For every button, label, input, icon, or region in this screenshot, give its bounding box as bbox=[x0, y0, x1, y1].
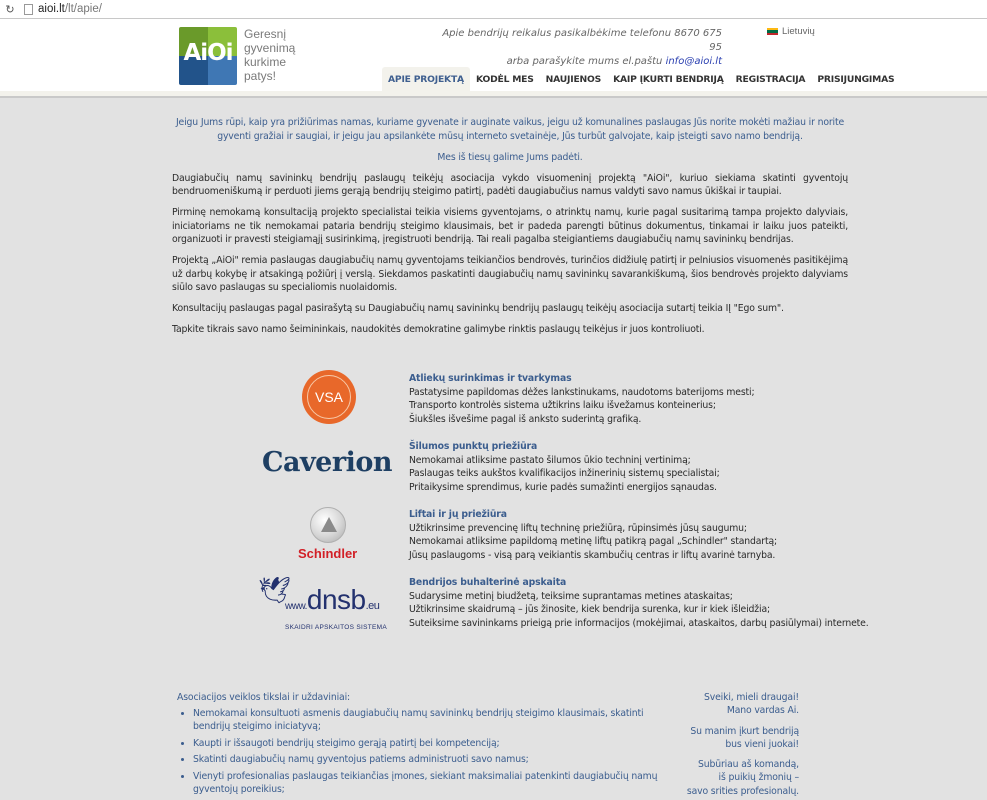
schindler-logo-text: Schindler bbox=[298, 546, 358, 561]
caverion-logo-text: Caverion bbox=[262, 447, 392, 478]
url-host: aioi.lt bbox=[38, 3, 65, 15]
paragraph: Pirminę nemokamą konsultaciją projekto specialistai teikia visiems gyventojams, o atrinktų namų, kurie pagal susitarimą tampa projekto dalyviais, iniciatoriams ne tik nemokamai pataria bendrijų steigimo klausimais, bet ir padeda parengti būtinus dokumentus, tinkamai ir laiku juos pateikti, organizuoti ir pravesti steigiamąjį susirinkimą, įregistruoti bendriją. Tai reali pagalba steigiantiems daugiabučių namų savininkų bendrijas. bbox=[172, 207, 848, 245]
url-path: /lt/apie/ bbox=[64, 3, 102, 15]
intro-text: Jeigu Jums rūpi, kaip yra prižiūrimas namas, kuriame gyvenate ir auginate vaikus, jeigu už komunalines paslaugas Jūs norite mokėti mažiau ir norite gyventi gražiai ir saugiai, ir jeigu jau apsilankėte mūsų interneto svetainėje, Jūs turbūt galvojate, kaip įsteigti savo namo bendriją. bbox=[175, 117, 845, 142]
service-title: Bendrijos buhalterinė apskaita bbox=[409, 577, 567, 588]
dnsb-logo[interactable] bbox=[255, 572, 400, 632]
nav-naujienos[interactable]: NAUJIENOS bbox=[545, 73, 602, 85]
service-line: Užtikrinsime prevencinę liftų techninę priežiūrą, rūpinsimės jūsų saugumu; bbox=[409, 522, 747, 534]
service-line: Užtikrinsime skaidrumą – jūs žinosite, kiek bendrija surenka, kur ir kiek išleidžia; bbox=[409, 604, 770, 615]
service-line: Suteiksime savininkams prieigą prie informacijos (mokėjimai, ataskaitos, darbų pasiūlymai) internete. bbox=[409, 617, 869, 629]
service-line: Pastatysime papildomas dėžes lankstinukams, naudotoms baterijoms mesti; bbox=[409, 386, 755, 398]
service-line: Sudarysime metinį biudžetą, teiksime suprantamas metines ataskaitas; bbox=[409, 590, 733, 602]
lithuania-flag-icon bbox=[767, 28, 778, 35]
dnsb-subtitle: SKAIDRI APSKAITOS SISTEMA bbox=[285, 624, 388, 631]
nav-kodel-mes[interactable]: KODĖL MES bbox=[475, 73, 534, 85]
tagline-line: patys! bbox=[244, 69, 277, 83]
caverion-logo[interactable] bbox=[255, 436, 400, 496]
service-title: Šilumos punktų priežiūra bbox=[409, 441, 538, 452]
paragraph: Tapkite tikrais savo namo šeimininkais, naudokitės demokratine galimybe rinktis paslaugų teikėjus ir juos kontroliuoti. bbox=[172, 324, 705, 335]
header-divider bbox=[0, 96, 987, 98]
page-icon bbox=[24, 4, 33, 15]
tagline-line: kurkime bbox=[244, 55, 287, 69]
language-selector[interactable] bbox=[767, 26, 815, 37]
goals-list bbox=[177, 707, 677, 797]
service-line: Nemokamai atliksime pastato šilumos ūkio techninį vertinimą; bbox=[409, 454, 691, 466]
goal-item: Nemokamai konsultuoti asmenis daugiabučių namų savininkų bendrijų steigimo klausimais, skatinti bendrijų steigimo iniciatyvą; bbox=[177, 707, 677, 734]
site-logo[interactable] bbox=[179, 27, 237, 85]
dnsb-tld: .eu bbox=[365, 600, 380, 612]
service-line: Transporto kontrolės sistema užtikrins laiku išvežamus konteinerius; bbox=[409, 400, 716, 411]
reload-icon[interactable]: ↻ bbox=[5, 2, 15, 16]
paragraph: Projektą „AiOi" remia paslaugas daugiabučių namų gyventojams teikiančios bendrovės, turinčios didžiulę patirtį ir pelniusios visuomenės pasitikėjimą už darbų kokybę ir atsakingą požiūrį į verslą. Siekdamos paskatinti daugiabučių namų savininkų savarankiškumą, šios bendrovės projekto dalyviams siūlo savo paslaugas su specialiomis nuolaidomis. bbox=[172, 255, 848, 293]
nav-prisijungimas[interactable]: PRISIJUNGIMAS bbox=[817, 73, 895, 85]
nav-kaip-ikurti-bendrija[interactable]: KAIP ĮKURTI BENDRIJĄ bbox=[613, 73, 724, 85]
goal-item: Skatinti daugiabučių namų gyventojus patiems administruoti savo namus; bbox=[177, 753, 677, 767]
dnsb-main: dnsb bbox=[306, 584, 366, 615]
goals-heading: Asociacijos veiklos tikslai ir uždaviniai: bbox=[177, 692, 350, 703]
url-field[interactable] bbox=[38, 3, 102, 15]
nav-apie-projekta[interactable]: APIE PROJEKTĄ bbox=[382, 67, 470, 91]
dnsb-www: www. bbox=[285, 601, 307, 612]
dove-icon: 🕊 bbox=[258, 576, 292, 606]
logo-text: AiOi bbox=[183, 40, 233, 66]
service-line: Šiukšles išvešime pagal iš anksto suderintą grafiką. bbox=[409, 413, 642, 425]
main-content bbox=[172, 116, 848, 344]
ai-greeting-line: Subūriau aš komandą, iš puikių žmonių – savo srities profesionalų. bbox=[686, 759, 799, 797]
nav-registracija[interactable]: REGISTRACIJA bbox=[735, 73, 806, 85]
vsa-logo-text: VSA bbox=[307, 375, 351, 419]
language-label: Lietuvių bbox=[782, 26, 815, 37]
paragraph: Daugiabučių namų savininkų bendrijų paslaugų teikėjų asociacija vykdo visuomeninį projektą "AiOi", kuriuo siekiama skatinti gyventojų bendruomeniškumą ir perduoti jiems gerąją bendrijų steigimo patirtį, padėti daugiabučius namus valdyti savo namus ūkiškai ir taupiai. bbox=[172, 172, 848, 197]
tagline bbox=[244, 27, 304, 83]
vsa-logo[interactable] bbox=[255, 368, 400, 428]
ai-greeting bbox=[660, 691, 799, 800]
ai-greeting-line: Sveiki, mieli draugai! Mano vardas Ai. bbox=[704, 692, 799, 717]
help-text: Mes iš tiesų galime Jums padėti. bbox=[437, 151, 583, 163]
schindler-logo[interactable] bbox=[255, 504, 400, 564]
schindler-emblem-icon bbox=[310, 507, 346, 543]
association-goals bbox=[177, 691, 677, 800]
goal-item: Vienyti profesionalias paslaugas teikiančias įmones, siekiant maksimaliai patenkinti daugiabučių namų gyventojų poreikius; bbox=[177, 770, 677, 797]
contact-phone-line: Apie bendrijų reikalus pasikalbėkime telefonu 8670 675 95 bbox=[442, 28, 722, 53]
main-nav bbox=[382, 67, 900, 91]
contact-info bbox=[440, 27, 722, 69]
browser-address-bar bbox=[0, 0, 987, 19]
goal-item: Kaupti ir išsaugoti bendrijų steigimo gerąją patirtį bei kompetenciją; bbox=[177, 737, 677, 751]
service-title: Atliekų surinkimas ir tvarkymas bbox=[409, 373, 572, 384]
service-line: Nemokamai atliksime papildomą metinę liftų patikrą pagal „Schindler" standartą; bbox=[409, 536, 777, 547]
service-line: Paslaugas teiks aukštos kvalifikacijos inžinerinių sistemų specialistai; bbox=[409, 468, 720, 479]
service-line: Pritaikysime sprendimus, kurie padės sumažinti energijos sąnaudas. bbox=[409, 481, 717, 493]
paragraph: Konsultacijų paslaugas pagal pasirašytą su Daugiabučių namų savininkų bendrijų paslaugų teikėjų asociacija sutartį teikia IĮ "Ego sum". bbox=[172, 303, 784, 314]
service-line: Jūsų paslaugoms - visą parą veikiantis skambučių centras ir liftų avarinė tarnyba. bbox=[409, 549, 776, 561]
contact-email-prefix: arba parašykite mums el.paštu bbox=[506, 56, 666, 67]
tagline-line: gyvenimą bbox=[244, 41, 296, 55]
contact-email-link[interactable]: info@aioi.lt bbox=[665, 56, 722, 67]
ai-greeting-line: Su manim įkurt bendriją bus vieni juokai! bbox=[690, 725, 799, 750]
service-title: Liftai ir jų priežiūra bbox=[409, 509, 507, 520]
tagline-line: Geresnį bbox=[244, 27, 287, 41]
